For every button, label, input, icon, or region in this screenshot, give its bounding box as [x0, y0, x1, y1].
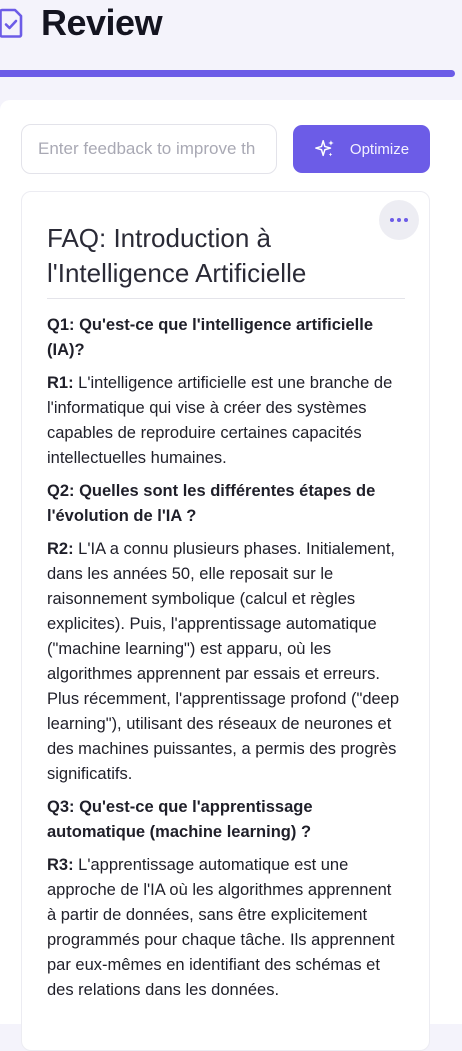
header — [0, 0, 462, 48]
answer-text: L'intelligence artificielle est une branche de l'informatique qui vise à créer des systèmes capables de reproduire certaines capacités intellectuelles humaines. — [47, 374, 393, 467]
more-horizontal-icon — [390, 218, 394, 222]
accent-divider — [0, 70, 455, 77]
document-title: FAQ: Introduction à l'Intelligence Artificielle — [47, 223, 307, 288]
faq-answer — [47, 537, 405, 787]
more-dot — [397, 218, 401, 222]
faq-question: Q1: Qu'est-ce que l'intelligence artificielle (IA)? — [47, 316, 374, 359]
title-divider — [47, 298, 405, 299]
sparkles-icon — [314, 138, 336, 160]
page-title: Review — [41, 2, 163, 43]
more-options-button[interactable] — [379, 200, 419, 240]
more-dot — [404, 218, 408, 222]
answer-label: R3: — [47, 856, 74, 874]
document-check-icon — [0, 8, 24, 38]
answer-text: L'IA a connu plusieurs phases. Initialement, dans les années 50, elle reposait sur le raisonnement symbolique (calcul et règles explicites). Puis, l'apprentissage automatique ("machine learning") est apparu, où les algorithmes apprennent par essais et erreurs. Plus récemment, l'apprentissage profond ("deep learning"), utilisant des réseaux de neurones et des machines puissantes, a permis des progrès significatifs. — [47, 540, 400, 783]
faq-question: Q3: Qu'est-ce que l'apprentissage automatique (machine learning) ? — [47, 798, 313, 841]
answer-label: R1: — [47, 374, 74, 392]
answer-text: L'apprentissage automatique est une approche de l'IA où les algorithmes apprennent à partir de données, sans être explicitement programmés pour chaque tâche. Ils apprennent par eux-mêmes en identifiant des schémas et des relations dans les données. — [47, 856, 395, 999]
answer-label: R2: — [47, 540, 74, 558]
feedback-input[interactable] — [21, 124, 277, 174]
faq-question: Q2: Quelles sont les différentes étapes de l'évolution de l'IA ? — [47, 482, 376, 525]
optimize-button[interactable] — [293, 125, 430, 173]
faq-answer — [47, 371, 405, 471]
faq-answer — [47, 853, 405, 1003]
faq-content — [47, 313, 405, 1011]
optimize-button-label: Optimize — [349, 140, 410, 158]
